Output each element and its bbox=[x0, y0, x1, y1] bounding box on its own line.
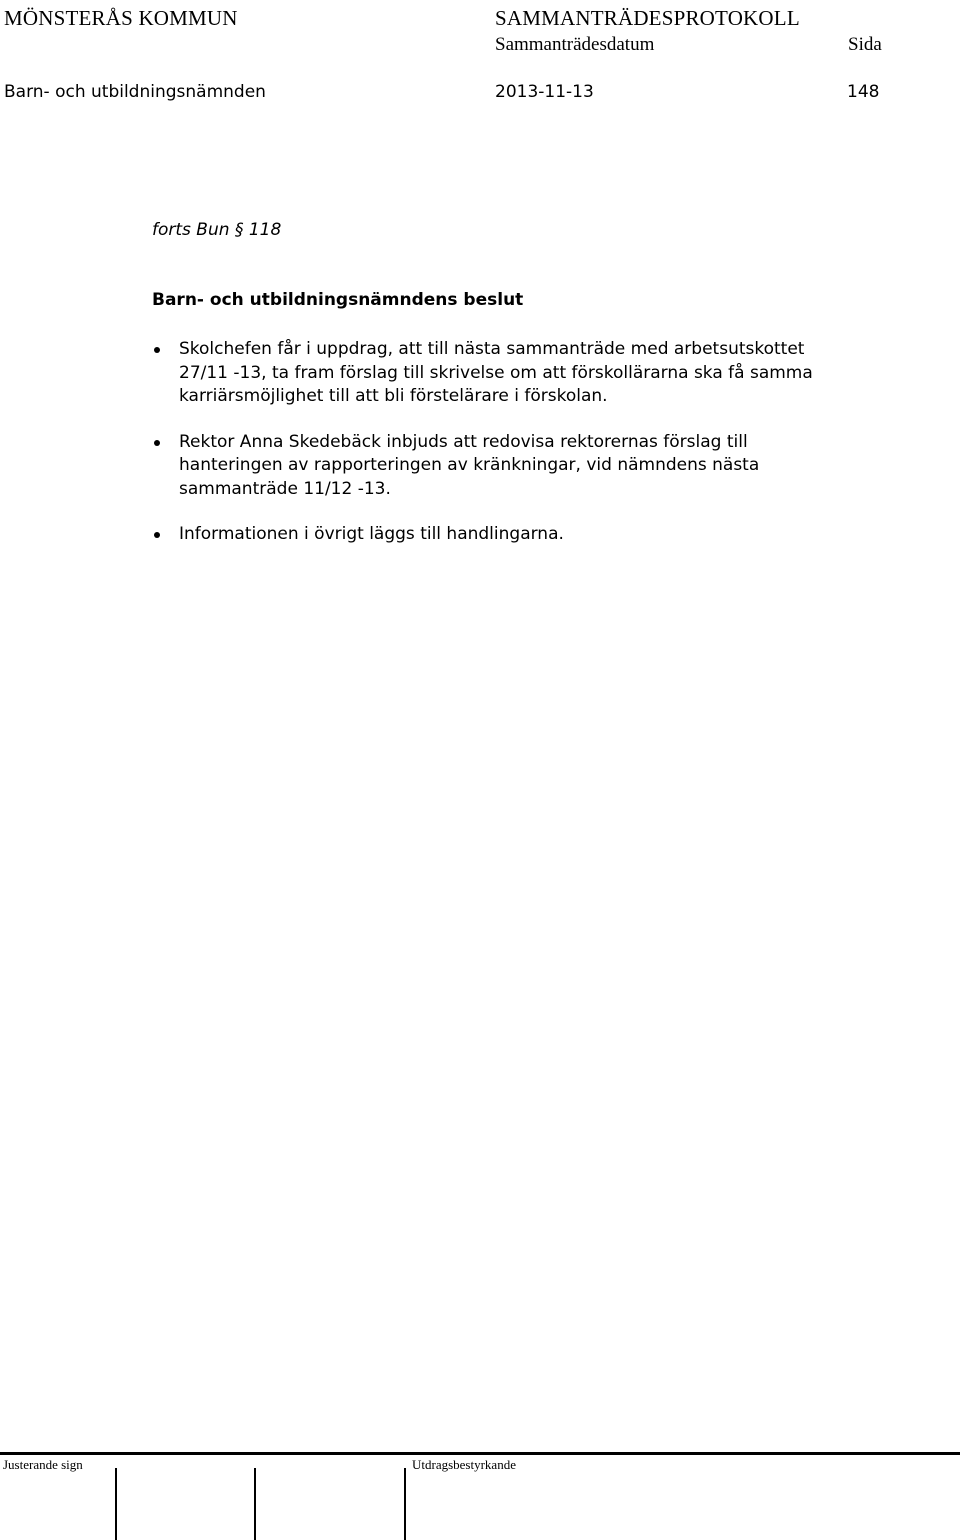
signature-box-divider bbox=[254, 1468, 256, 1540]
decision-line: Skolchefen får i uppdrag, att till nästa sammanträde med arbetsutskottet bbox=[179, 339, 805, 359]
decision-line: karriärsmöjlighet till att bli förstelärare i förskolan. bbox=[179, 386, 608, 406]
decision-line: hanteringen av rapporteringen av kränkningar, vid nämndens nästa bbox=[179, 455, 760, 475]
board-name: Barn- och utbildningsnämnden bbox=[4, 82, 266, 102]
bullet-icon bbox=[154, 440, 160, 446]
decision-line: Informationen i övrigt läggs till handlingarna. bbox=[179, 524, 564, 544]
decision-line: 27/11 -13, ta fram förslag till skrivelse om att förskollärarna ska få samma bbox=[179, 362, 813, 383]
municipality-name: MÖNSTERÅS KOMMUN bbox=[4, 6, 238, 30]
decision-item bbox=[150, 523, 910, 547]
page-number: 148 bbox=[847, 82, 880, 102]
bullet-icon bbox=[154, 347, 160, 353]
decision-line: Rektor Anna Skedebäck inbjuds att redovisa rektorernas förslag till bbox=[179, 431, 748, 452]
signature-box-divider bbox=[404, 1468, 406, 1540]
decision-heading: Barn- och utbildningsnämndens beslut bbox=[152, 290, 524, 310]
signature-box-divider bbox=[115, 1468, 117, 1540]
document-type: SAMMANTRÄDESPROTOKOLL bbox=[495, 6, 800, 30]
section-reference: forts Bun § 118 bbox=[152, 220, 282, 240]
meeting-date: 2013-11-13 bbox=[495, 82, 594, 102]
decision-line: sammanträde 11/12 -13. bbox=[179, 478, 391, 499]
footer-divider bbox=[0, 1452, 960, 1455]
bullet-icon bbox=[154, 532, 160, 538]
certification-label: Utdragsbestyrkande bbox=[412, 1457, 516, 1472]
page-label: Sida bbox=[848, 34, 882, 55]
decision-list bbox=[150, 338, 910, 569]
decision-item bbox=[150, 338, 910, 409]
decision-item bbox=[150, 431, 910, 502]
meeting-date-label: Sammanträdesdatum bbox=[495, 34, 655, 55]
signature-label: Justerande sign bbox=[3, 1457, 83, 1472]
